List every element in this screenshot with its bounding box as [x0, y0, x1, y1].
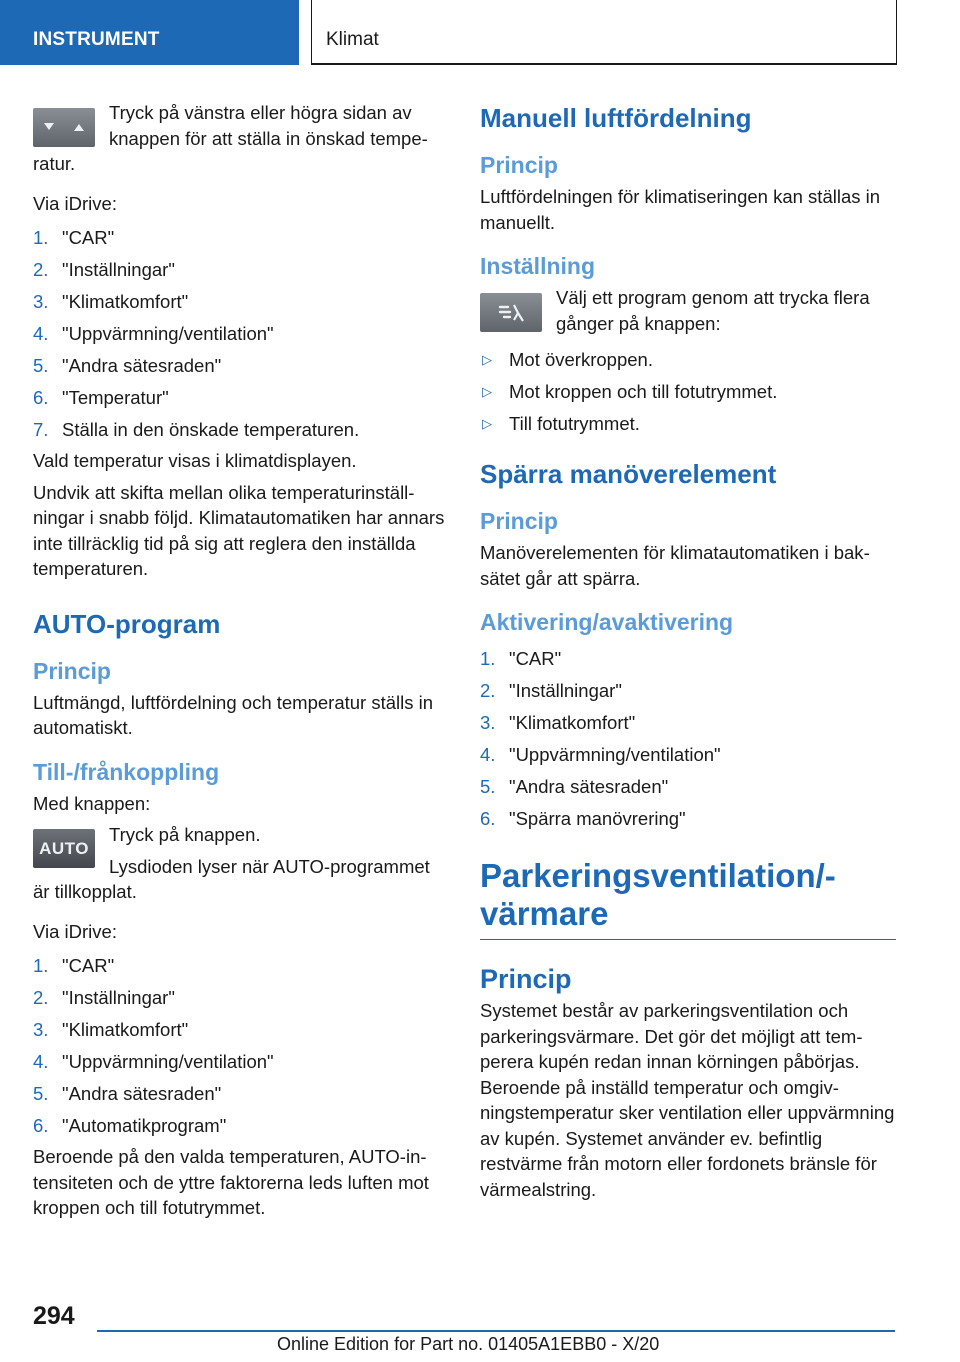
manual-princip-text: Luftfördelningen för klimatiseringen kan ställas in manuellt. — [480, 186, 881, 233]
list-item — [480, 408, 896, 440]
step-item — [480, 771, 896, 803]
lock-princip-text: Manöverelementen för klimatautomatiken i baksätet går att spärra. — [480, 542, 870, 589]
step-item — [33, 286, 446, 318]
step-text: "Andra sätesraden" — [509, 776, 669, 797]
step-number: 3. — [480, 712, 496, 733]
intro-text: Tryck på vänstra eller högra sidan av knappen för att ställa in önskad temperatur. — [33, 102, 428, 174]
princip-heading-1: Princip — [480, 152, 558, 178]
step-number: 2. — [480, 680, 496, 701]
step-text: "Klimatkomfort" — [62, 1019, 189, 1040]
step-text: Ställa in den önskade temperaturen. — [62, 419, 360, 440]
section-title: INSTRUMENT — [33, 29, 160, 50]
auto-button-row — [33, 822, 446, 905]
step-item — [33, 950, 446, 982]
triangle-bullet-icon: ▷ — [482, 352, 492, 367]
step-text: "Andra sätesraden" — [62, 1083, 222, 1104]
temp-shown-text: Vald temperatur visas i klimatdisplayen. — [33, 450, 357, 471]
step-item — [33, 350, 446, 382]
step-text: "Uppvärmning/ventilation" — [509, 744, 721, 765]
step-item — [33, 254, 446, 286]
footer-divider — [97, 1330, 895, 1332]
step-text: "Inställningar" — [509, 680, 622, 701]
step-item — [480, 675, 896, 707]
setting-heading: Inställning — [480, 253, 595, 279]
parking-princip-text: Systemet består av parkeringsventilation och parkeringsvärmare. Det gör det möjligt att temperera kupén redan innan körningen påbörjas. Beroende på inställd temperatur och omgivningstemperatur sker ventilation eller uppvärmning av kupén. Systemet använder ev. befintlig restvärme från motorn eller fordonets bränsle för värmealstring. — [480, 1000, 895, 1200]
step-item — [33, 1046, 446, 1078]
step-text: "Klimatkomfort" — [62, 291, 189, 312]
step-item — [33, 982, 446, 1014]
lock-controls-heading: Spärra manöverelement — [480, 459, 777, 489]
step-text: "CAR" — [509, 648, 562, 669]
step-number: 7. — [33, 419, 49, 440]
step-text: "Klimatkomfort" — [509, 712, 636, 733]
manual-distribution-heading: Manuell luftfördelning — [480, 103, 752, 133]
step-number: 4. — [480, 744, 496, 765]
step-number: 5. — [33, 1083, 49, 1104]
distribution-button-row — [480, 285, 896, 336]
step-number: 6. — [33, 387, 49, 408]
distribution-options — [480, 344, 896, 440]
step-item — [480, 803, 896, 835]
step-text: "Uppvärmning/ventilation" — [62, 1051, 274, 1072]
parking-ventilation-heading: Parkeringsventilation/värmare — [480, 857, 896, 940]
list-item-text: Till fotutrymmet. — [509, 413, 640, 434]
princip-heading-3: Princip — [480, 964, 572, 994]
step-number: 3. — [33, 1019, 49, 1040]
step-number: 5. — [480, 776, 496, 797]
step-number: 4. — [33, 1051, 49, 1072]
step-item — [33, 1110, 446, 1142]
step-number: 1. — [33, 227, 49, 248]
step-number: 1. — [480, 648, 496, 669]
depending-text: Beroende på den valda temperaturen, AUTO-intensiteten och de yttre faktorerna leds luften mot kroppen och till fotutrymmet. — [33, 1146, 429, 1218]
with-button-text: Med knappen: — [33, 792, 151, 814]
air-distribution-button-icon — [480, 293, 542, 332]
princip-heading: Princip — [33, 657, 111, 684]
avoid-switching-text: Undvik att skifta mellan olika temperaturinställningar i snabb följd. Klimatautomatiken har annars inte tillräcklig tid på sig att reglera den inställda temperaturen. — [33, 481, 445, 579]
step-item — [33, 414, 446, 446]
step-text: "Automatikprogram" — [62, 1115, 227, 1136]
step-item — [33, 382, 446, 414]
chapter-header — [311, 0, 897, 65]
step-text: "Temperatur" — [62, 387, 169, 408]
edition-text: Online Edition for Part no. 01405A1EBB0 - X/20 — [277, 1334, 660, 1354]
step-text: "Spärra manövrering" — [509, 808, 686, 829]
step-number: 3. — [33, 291, 49, 312]
list-item-text: Mot överkroppen. — [509, 349, 653, 370]
activation-heading: Aktivering/avaktivering — [480, 609, 734, 635]
temperature-steps — [33, 222, 446, 446]
chapter-title: Klimat — [326, 29, 379, 50]
page-number: 294 — [33, 1302, 75, 1330]
step-number: 4. — [33, 323, 49, 344]
step-item — [480, 643, 896, 675]
list-item-text: Mot kroppen och till fotutrymmet. — [509, 381, 778, 402]
step-number: 6. — [480, 808, 496, 829]
triangle-bullet-icon: ▷ — [482, 384, 492, 399]
led-text: Lysdioden lyser när AUTO-programmet är tillkopplat. — [33, 855, 430, 902]
step-number: 6. — [33, 1115, 49, 1136]
step-number: 2. — [33, 987, 49, 1008]
step-item — [480, 707, 896, 739]
step-number: 1. — [33, 955, 49, 976]
step-item — [33, 1078, 446, 1110]
step-text: "Andra sätesraden" — [62, 355, 222, 376]
toggle-heading: Till-/frånkoppling — [33, 758, 220, 785]
step-text: "Inställningar" — [62, 259, 175, 280]
step-item — [33, 318, 446, 350]
temp-button-row — [33, 100, 446, 177]
step-text: "Uppvärmning/ventilation" — [62, 323, 274, 344]
lock-steps — [480, 643, 896, 835]
triangle-bullet-icon: ▷ — [482, 416, 492, 431]
step-number: 5. — [33, 355, 49, 376]
auto-program-heading: AUTO-program — [33, 608, 221, 639]
right-column — [480, 100, 896, 1202]
select-program-text: Välj ett program genom att trycka flera gånger på knappen: — [556, 287, 870, 334]
step-number: 2. — [33, 259, 49, 280]
list-item — [480, 376, 896, 408]
left-column — [33, 100, 446, 1221]
auto-button-icon: AUTO — [33, 829, 95, 868]
via-idrive-label: Via iDrive: — [33, 192, 117, 214]
princip-heading-2: Princip — [480, 508, 558, 534]
step-item — [480, 739, 896, 771]
step-text: "CAR" — [62, 955, 115, 976]
step-text: "CAR" — [62, 227, 115, 248]
step-text: "Inställningar" — [62, 987, 175, 1008]
auto-princip-text: Luftmängd, luftfördelning och temperatur ställs in automatiskt. — [33, 691, 434, 738]
list-item — [480, 344, 896, 376]
via-idrive-label-2: Via iDrive: — [33, 920, 117, 942]
auto-steps — [33, 950, 446, 1142]
press-button-text: Tryck på knappen. — [109, 824, 261, 845]
temperature-rocker-button-icon — [33, 108, 95, 147]
section-tab — [0, 0, 299, 65]
step-item — [33, 222, 446, 254]
step-item — [33, 1014, 446, 1046]
